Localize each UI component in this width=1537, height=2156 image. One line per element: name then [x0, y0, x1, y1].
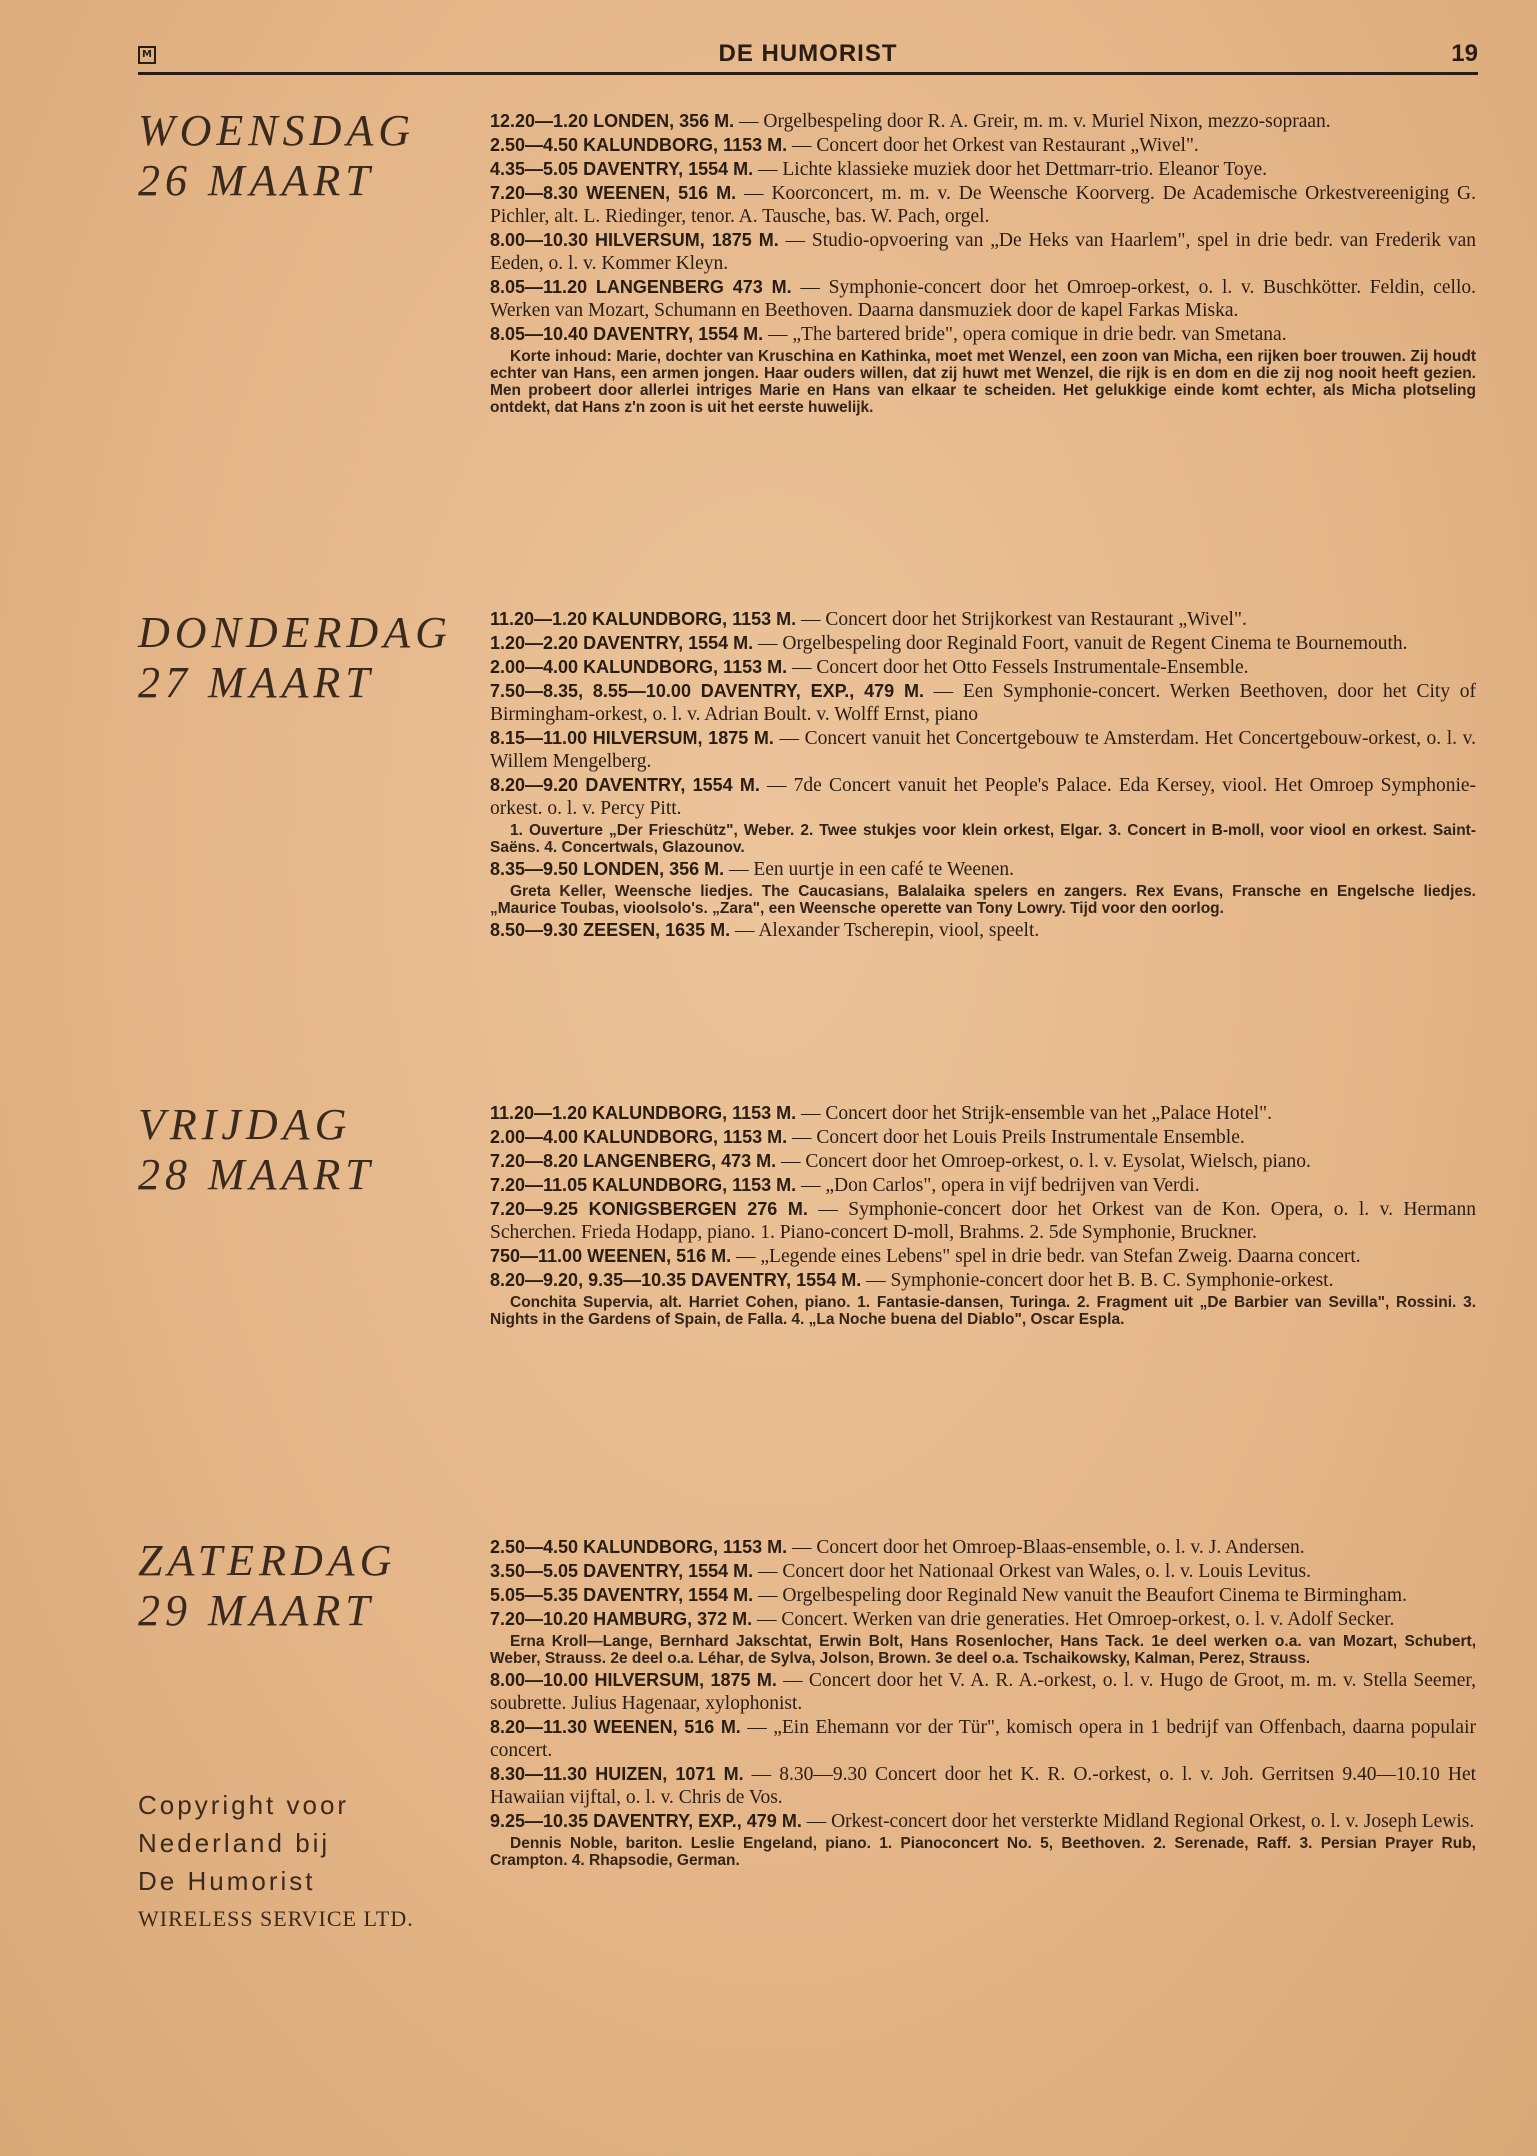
program-time-station: 8.05—11.20 LANGENBERG 473 M. [490, 277, 792, 297]
program-description: — Een uurtje in een café te Weenen. [724, 859, 1015, 880]
program-time-station: 8.05—10.40 DAVENTRY, 1554 M. [490, 324, 764, 344]
program-entry [490, 1608, 1476, 1631]
program-entry [490, 1763, 1476, 1809]
program-description: — Orgelbespeling door Reginald New vanuit the Beaufort Cinema te Birmingham. [753, 1585, 1407, 1606]
program-time-station: 7.20—8.20 LANGENBERG, 473 M. [490, 1151, 777, 1171]
program-entry [490, 1584, 1476, 1607]
program-time-station: 7.20—11.05 KALUNDBORG, 1153 M. [490, 1175, 797, 1195]
program-entry [490, 774, 1476, 820]
program-entry [490, 858, 1476, 881]
program-time-station: 8.00—10.30 HILVERSUM, 1875 M. [490, 230, 779, 250]
program-entry [490, 1669, 1476, 1715]
program-description: — Koorconcert, m. m. v. De Weensche Koorverg. De Academische Orkestvereeniging G. Pichler, alt. L. Riedinger, tenor. A. Tausche, bas. W. Pach, orgel. [490, 183, 1476, 227]
program-time-station: 2.50—4.50 KALUNDBORG, 1153 M. [490, 1537, 788, 1557]
program-time-station: 2.00—4.00 KALUNDBORG, 1153 M. [490, 1127, 788, 1147]
day-name: VRIJDAG [138, 1100, 352, 1149]
program-entry [490, 182, 1476, 228]
program-description: — Concert door het Omroep-Blaas-ensemble, o. l. v. J. Andersen. [787, 1537, 1305, 1558]
program-time-station: 7.20—9.25 KONIGSBERGEN 276 M. [490, 1199, 808, 1219]
header-rule [138, 72, 1478, 75]
program-time-station: 8.15—11.00 HILVERSUM, 1875 M. [490, 728, 774, 748]
program-description: — Concert vanuit het Concertgebouw te Amsterdam. Het Concertgebouw-orkest, o. l. v. Willem Mengelberg. [490, 728, 1477, 772]
program-entry [490, 656, 1476, 679]
program-list [490, 1102, 1476, 1330]
program-description: — Symphonie-concert door het Orkest van de Kon. Opera, o. l. v. Hermann Scherchen. Frieda Hodapp, piano. 1. Piano-concert D-moll, Brahms. 2. 5de Symphonie, Bruckner. [490, 1199, 1476, 1243]
program-time-station: 8.35—9.50 LONDEN, 356 M. [490, 859, 725, 879]
program-entry [490, 1269, 1476, 1292]
program-entry [490, 1126, 1476, 1149]
program-description: — Concert door het Otto Fessels Instrumentale-Ensemble. [787, 657, 1249, 678]
program-entry [490, 229, 1476, 275]
program-note: Korte inhoud: Marie, dochter van Kruschina en Kathinka, moet met Wenzel, een zoon van Micha, een rijken boer trouwen. Zij houdt echter van Hans, een armen jongen. Haar ouders willen, dat zij huwt met Wenzel, die rijk is en dom en die zij nog nooit heeft gezien. Men probeert door allerlei intriges Marie en Hans van elkaar te scheiden. Het gelukkige einde komt echter, als Micha plotseling ontdekt, dat Hans z'n zoon is uit het eerste huwelijk. [490, 348, 1476, 416]
program-entry [490, 1536, 1476, 1559]
program-description: — Concert door het V. A. R. A.-orkest, o. l. v. Hugo de Groot, m. m. v. Stella Seemer, soubrette. Julius Hagenaar, xylophonist. [490, 1670, 1476, 1714]
page-header [138, 38, 1478, 74]
program-time-station: 11.20—1.20 KALUNDBORG, 1153 M. [490, 1103, 797, 1123]
program-note: Greta Keller, Weensche liedjes. The Caucasians, Balalaika spelers en zangers. Rex Evans, Fransche en Engelsche liedjes. „Maurice Toubas, vioolsolo's. „Zara", een Weensche operette van Tony Lowry. Tijd voor den oorlog. [490, 883, 1476, 917]
program-entry [490, 1102, 1476, 1125]
program-description: — Symphonie-concert door het Omroep-orkest, o. l. v. Buschkötter. Feldin, cello. Werken van Mozart, Schumann en Beethoven. Daarna dansmuziek door de kapel Farkas Miska. [490, 277, 1476, 321]
program-entry [490, 1174, 1476, 1197]
program-entry [490, 276, 1476, 322]
program-description: — „The bartered bride", opera comique in drie bedr. van Smetana. [763, 324, 1287, 345]
day-date: 26 MAART [138, 156, 375, 205]
program-list [490, 110, 1476, 418]
copyright-line: Copyright voor [138, 1790, 350, 1820]
publication-title: DE HUMORIST [718, 40, 898, 67]
program-time-station: 3.50—5.05 DAVENTRY, 1554 M. [490, 1561, 754, 1581]
day-date: 27 MAART [138, 658, 375, 707]
program-entry [490, 1150, 1476, 1173]
program-description: — Concert door het Nationaal Orkest van Wales, o. l. v. Louis Levitus. [753, 1561, 1311, 1582]
program-description: — „Legende eines Lebens" spel in drie bedr. van Stefan Zweig. Daarna concert. [731, 1246, 1361, 1267]
program-entry [490, 1810, 1476, 1833]
program-time-station: 12.20—1.20 LONDEN, 356 M. [490, 111, 735, 131]
program-entry [490, 727, 1476, 773]
program-description: — Concert door het Strijkorkest van Restaurant „Wivel". [796, 609, 1247, 630]
program-description: — 7de Concert vanuit het People's Palace. Eda Kersey, viool. Het Omroep Symphonie-orkest. o. l. v. Percy Pitt. [490, 775, 1477, 819]
program-time-station: 1.20—2.20 DAVENTRY, 1554 M. [490, 633, 754, 653]
program-entry [490, 632, 1476, 655]
program-entry [490, 1560, 1476, 1583]
copyright-line: Nederland bij [138, 1828, 331, 1858]
program-time-station: 2.00—4.00 KALUNDBORG, 1153 M. [490, 657, 788, 677]
program-time-station: 2.50—4.50 KALUNDBORG, 1153 M. [490, 135, 788, 155]
program-time-station: 11.20—1.20 KALUNDBORG, 1153 M. [490, 609, 797, 629]
day-heading-donderdag [138, 608, 468, 708]
program-description: — Orgelbespeling door R. A. Greir, m. m. v. Muriel Nixon, mezzo-sopraan. [734, 111, 1331, 132]
page-number: 19 [1451, 40, 1478, 67]
day-heading-zaterdag [138, 1536, 468, 1636]
program-time-station: 7.20—10.20 HAMBURG, 372 M. [490, 1609, 753, 1629]
program-time-station: 4.35—5.05 DAVENTRY, 1554 M. [490, 159, 754, 179]
program-entry [490, 323, 1476, 346]
program-entry [490, 919, 1476, 942]
program-time-station: 9.25—10.35 DAVENTRY, EXP., 479 M. [490, 1811, 802, 1831]
program-description: — Symphonie-concert door het B. B. C. Symphonie-orkest. [861, 1270, 1334, 1291]
day-name: ZATERDAG [138, 1536, 397, 1585]
program-entry [490, 1245, 1476, 1268]
program-description: — Concert door het Omroep-orkest, o. l. v. Eysolat, Wielsch, piano. [776, 1151, 1311, 1172]
program-time-station: 8.20—9.20, 9.35—10.35 DAVENTRY, 1554 M. [490, 1270, 862, 1290]
program-time-station: 8.50—9.30 ZEESEN, 1635 M. [490, 920, 731, 940]
program-description: — Alexander Tscherepin, viool, speelt. [730, 920, 1040, 941]
program-time-station: 7.20—8.30 WEENEN, 516 M. [490, 183, 737, 203]
copyright-notice [138, 1786, 468, 1938]
day-heading-vrijdag [138, 1100, 468, 1200]
program-description: — Orkest-concert door het versterkte Midland Regional Orkest, o. l. v. Joseph Lewis. [801, 1811, 1475, 1832]
program-description: — Concert. Werken van drie generaties. Het Omroep-orkest, o. l. v. Adolf Secker. [752, 1609, 1395, 1630]
program-description: — Concert door het Orkest van Restaurant „Wivel". [787, 135, 1199, 156]
day-name: DONDERDAG [138, 608, 452, 657]
program-entry [490, 608, 1476, 631]
program-entry [490, 680, 1476, 726]
program-note: Erna Kroll—Lange, Bernhard Jakschtat, Erwin Bolt, Hans Rosenlocher, Hans Tack. 1e deel werken o.a. van Mozart, Schubert, Weber, Strauss. 2e deel o.a. Léhar, de Sylva, Jolson, Brown. 3e deel o.a. Tschaikowsky, Kalman, Perez, Strauss. [490, 1633, 1476, 1667]
program-description: — Studio-opvoering van „De Heks van Haarlem", spel in drie bedr. van Frederik van Eeden, o. l. v. Kommer Kleyn. [490, 230, 1476, 274]
program-entry [490, 158, 1476, 181]
copyright-line: De Humorist [138, 1866, 316, 1896]
program-time-station: 5.05—5.35 DAVENTRY, 1554 M. [490, 1585, 754, 1605]
copyright-line: WIRELESS SERVICE LTD. [138, 1906, 414, 1931]
program-note: Conchita Supervia, alt. Harriet Cohen, piano. 1. Fantasie-dansen, Turinga. 2. Fragment uit „De Barbier van Sevilla", Rossini. 3. Nights in the Gardens of Spain, de Falla. 4. „La Noche buena del Diablo", Oscar Espla. [490, 1294, 1476, 1328]
day-heading-woensdag [138, 106, 468, 206]
program-entry [490, 1716, 1476, 1762]
program-entry [490, 134, 1476, 157]
program-time-station: 7.50—8.35, 8.55—10.00 DAVENTRY, EXP., 479 M. [490, 681, 924, 701]
program-entry [490, 110, 1476, 133]
program-description: — Lichte klassieke muziek door het Dettmarr-trio. Eleanor Toye. [753, 159, 1268, 180]
program-note: Dennis Noble, bariton. Leslie Engeland, piano. 1. Pianoconcert No. 5, Beethoven. 2. Serenade, Raff. 3. Persian Prayer Rub, Crampton. 4. Rhapsodie, German. [490, 1835, 1476, 1869]
program-note: 1. Ouverture „Der Frieschütz", Weber. 2. Twee stukjes voor klein orkest, Elgar. 3. Concert in B-moll, voor viool en orkest. Saint-Saëns. 4. Concertwals, Glazounov. [490, 822, 1476, 856]
program-description: — Orgelbespeling door Reginald Foort, vanuit de Regent Cinema te Bournemouth. [753, 633, 1408, 654]
program-description: — „Ein Ehemann vor der Tür", komisch opera in 1 bedrijf van Offenbach, daarna populair concert. [490, 1717, 1477, 1761]
program-description: — Concert door het Strijk-ensemble van het „Palace Hotel". [796, 1103, 1272, 1124]
program-time-station: 750—11.00 WEENEN, 516 M. [490, 1246, 732, 1266]
day-date: 28 MAART [138, 1150, 375, 1199]
program-list [490, 608, 1476, 943]
day-date: 29 MAART [138, 1586, 375, 1635]
program-description: — Concert door het Louis Preils Instrumentale Ensemble. [787, 1127, 1245, 1148]
program-time-station: 8.30—11.30 HUIZEN, 1071 M. [490, 1764, 744, 1784]
program-time-station: 8.20—11.30 WEENEN, 516 M. [490, 1717, 741, 1737]
program-entry [490, 1198, 1476, 1244]
day-name: WOENSDAG [138, 106, 416, 155]
program-time-station: 8.00—10.00 HILVERSUM, 1875 M. [490, 1670, 777, 1690]
program-description: — 8.30—9.30 Concert door het K. R. O.-orkest, o. l. v. Joh. Gerritsen 9.40—10.10 Het Hawaiian vijftal, o. l. v. Chris de Vos. [490, 1764, 1477, 1808]
publisher-mark-icon: M [138, 46, 156, 64]
program-description: — „Don Carlos", opera in vijf bedrijven van Verdi. [796, 1175, 1200, 1196]
program-list [490, 1536, 1476, 1871]
program-description: — Een Symphonie-concert. Werken Beethoven, door het City of Birmingham-orkest, o. l. v. Adrian Boult. v. Wolff Ernst, piano [490, 681, 1476, 725]
program-time-station: 8.20—9.20 DAVENTRY, 1554 M. [490, 775, 760, 795]
